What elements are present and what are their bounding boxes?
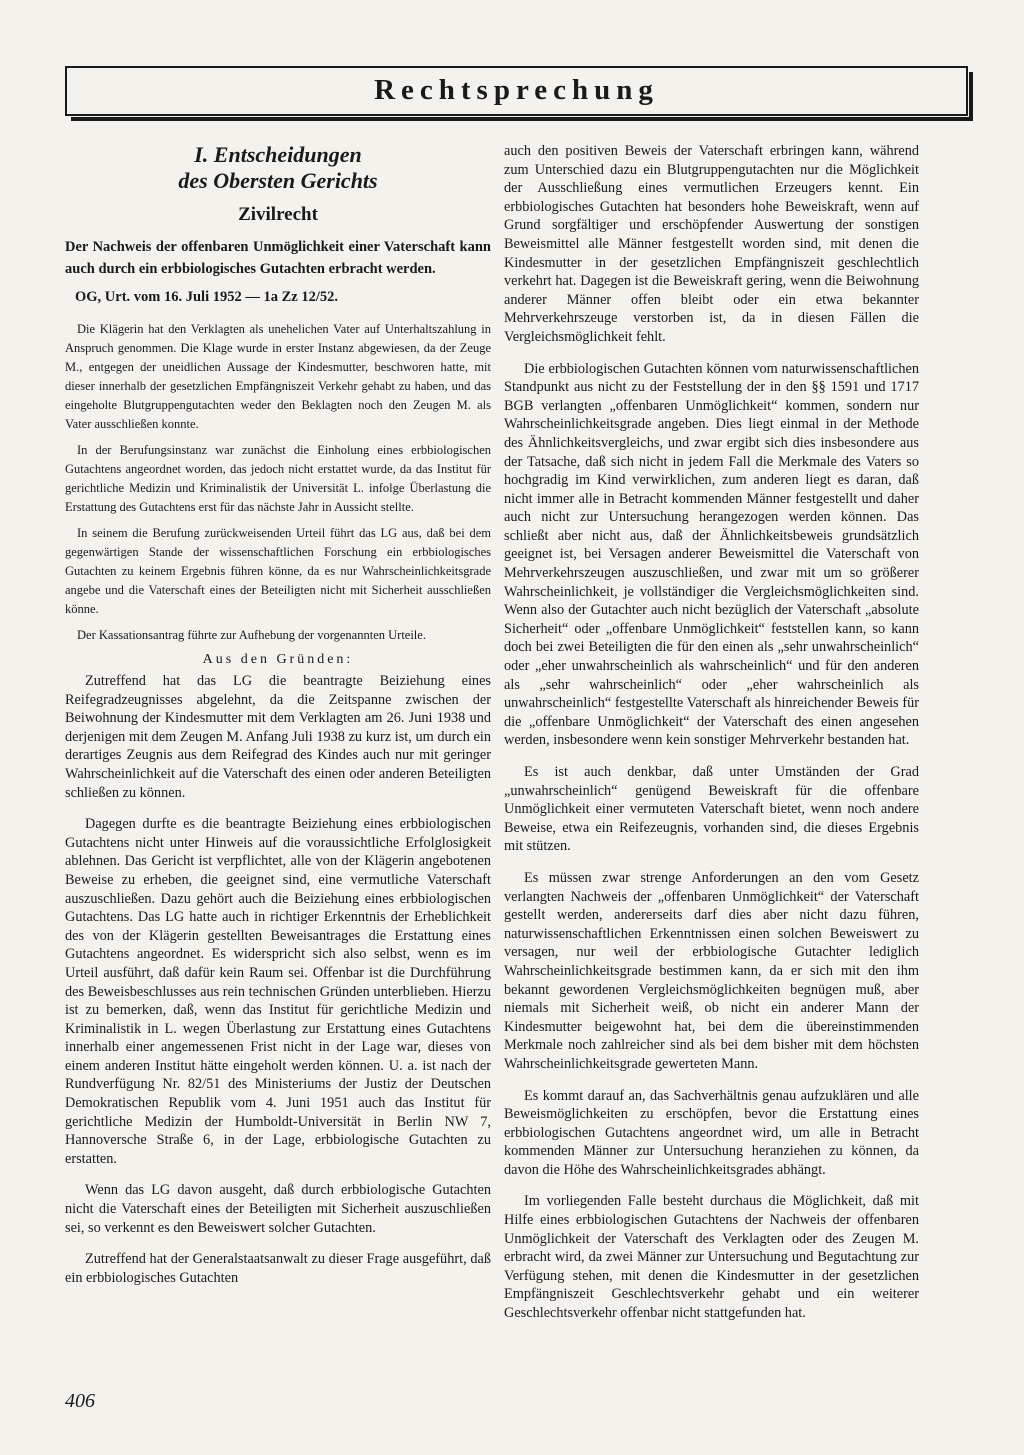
section-header-box [65,66,968,116]
body-paragraph: Zutreffend hat der Generalstaatsanwalt zu dieser Frage ausgeführt, daß ein erbbiologisches Gutachten [65,1251,491,1286]
body-paragraph: Es müssen zwar strenge Anforderungen an den vom Gesetz verlangten Nachweis der „offenbaren Unmöglichkeit“ der Vaterschaft gestellt werden, andererseits darf dies aber nicht dazu führen, naturwissenschaftlichen Erkenntnissen einen solchen Beweiswert zu versagen, nur weil der erbbiologische Gutachter lediglich Wahrscheinlichkeitsgrade bestimmen kann, da er sich mit den ihm bekannt gewordenen Vergleichsmöglichkeiten begnügen muß, aber niemals mit Sicherheit weiß, ob nicht ein anderer Mann der Kindesmutter beigewohnt hat, bei dem die übereinstimmenden Merkmale noch zahlreicher sind als bei dem bisher mit dem höchsten Wahrscheinlichkeitsgrade gewerteten Mann. [504,869,919,1072]
section-header-title: Rechtsprechung [374,74,659,106]
page-number: 406 [65,1390,95,1412]
body-paragraph: Dagegen durfte es die beantragte Beiziehung eines erbbiologischen Gutachtens nicht unter Hinweis auf die voraussichtliche Erfolglosigkeit ablehnen. Das Gericht ist verpflichtet, alle von der Klägerin angebotenen Beweise zu erheben, die geeignet sind, eine vermutliche Vaterschaft auszuschließen. Dazu gehört auch die Beiziehung eines erbbiologischen Gutachtens. Das LG hatte auch in richtiger Erkenntnis der Erheblichkeit des von der Klägerin gestellten Beweisantrages die Erstattung eines Gutachtens angeordnet. Es widerspricht sich also selbst, wenn es im Urteil ausführt, daß dafür kein Raum sei. Offenbar ist die Durchführung des Beweisbeschlusses aus rein technischen Gründen unterblieben. Hierzu ist zu bemerken, daß, wenn das Institut für gerichtliche Medizin und Kriminalistik in L. wegen Überlastung zur Erstattung eines Gutachtens innerhalb einer angemessenen Frist nicht in der Lage war, dieses von einem anderen Institut hätte eingeholt werden können. U. a. ist nach der Rundverfügung Nr. 82/51 des Ministeriums der Justiz der Deutschen Demokratischen Republik vom 4. Juni 1951 auch das Institut für gerichtliche Medizin der Humboldt-Universität in Berlin NW 7, Hannoversche Straße 6, in der Lage, erbbiologische Gutachten zu erstatten. [65,816,491,1167]
facts-paragraph: In seinem die Berufung zurückweisenden Urteil führt das LG aus, daß bei dem gegenwärtigen Stande der wissenschaftlichen Forschung ein erbbiologisches Gutachten zu keinem Ergebnis führen könne, da es nur Wahrscheinlichkeitsgrade angebe und die Vaterschaft eines der Beteiligten nicht mit Sicherheit ausschließen könne. [65,526,491,616]
section-title-line-2: des Obersten Gerichts [178,168,378,193]
body-paragraph: Im vorliegenden Falle besteht durchaus die Möglichkeit, daß mit Hilfe eines erbbiologischen Gutachtens der Nachweis der offenbaren Unmöglichkeit der Vaterschaft des Verklagten oder des Zeugen M. erbracht wird, da zwei Männer zur Untersuchung und Begutachtung zur Verfügung stehen, mit denen die Kindesmutter in der gesetzlichen Empfängniszeit Geschlechtsverkehr gehabt und ein weiterer Geschlechtsverkehr offenbar nicht stattgefunden hat. [504,1193,919,1322]
facts-paragraph: In der Berufungsinstanz war zunächst die Einholung eines erbbiologischen Gutachtens angeordnet worden, das jedoch nicht erstattet wurde, da das Institut für gerichtliche Medizin und Kriminalistik der Universität L. infolge Überlastung die Erstattung des Gutachtens erst für das nächste Jahr in Aussicht stellte. [65,443,491,514]
facts-paragraph: Der Kassationsantrag führte zur Aufhebung der vorgenannten Urteile. [77,628,426,642]
headnote: Der Nachweis der offenbaren Unmöglichkeit einer Vaterschaft kann auch durch ein erbbiologisches Gutachten erbracht werden. [65,239,491,277]
body-paragraph: Es kommt darauf an, das Sachverhältnis genau aufzuklären und alle Beweismöglichkeiten zu erschöpfen, bevor die Erstattung eines erbbiologischen Gutachtens angeordnet wird, um alle in Betracht kommenden Männer zur Untersuchung heranziehen zu können, da davon die Höhe des Wahrscheinlichkeitsgrades abhängt. [504,1087,919,1178]
reasons-heading: Aus den Gründen: [202,652,354,667]
facts-section [65,320,491,645]
body-paragraph: Zutreffend hat das LG die beantragte Beiziehung eines Reifegradzeugnisses abgelehnt, da die Zeitspanne zwischen der Beiwohnung der Kindesmutter mit dem Verklagten am 26. Juni 1938 und derjenigen mit dem Zeugen M. Anfang Juli 1938 zu kurz ist, um durch ein derartiges Zeugnis aus dem Reifegrad des Kindes auch nur mit geringer Wahrscheinlichkeit auf die Vaterschaft des einen oder anderen Beteiligten schließen zu können. [65,673,491,801]
facts-paragraph: Die Klägerin hat den Verklagten als unehelichen Vater auf Unterhaltszahlung in Anspruch genommen. Die Klage wurde in erster Instanz abgewiesen, da der Zeuge M., entgegen der uneidlichen Aussage der Kindesmutter, beschworen hatte, mit dieser innerhalb der gesetzlichen Empfängniszeit Verkehr gehabt zu haben, und das eingeholte Blutgruppengutachten weder den Beklagten noch den Zeugen M. als Vater ausschließen konnte. [65,322,491,431]
section-title [65,142,491,194]
body-paragraph: Es ist auch denkbar, daß unter Umständen der Grad „unwahrscheinlich“ genügend Beweiskraft für die offenbare Unmöglichkeit einer vermuteten Vaterschaft bietet, wenn noch andere Beweise, etwa ein Reifezeugnis, vorhanden sind, die dieses Ergebnis mit stützen. [504,764,919,855]
case-citation: OG, Urt. vom 16. Juli 1952 — 1a Zz 12/52. [75,289,339,305]
right-column [504,142,919,1336]
body-paragraph: Die erbbiologischen Gutachten können vom naturwissenschaftlichen Standpunkt aus nicht zu der Feststellung der in den §§ 1591 und 1717 BGB verlangten „offenbaren Unmöglichkeit“ kommen, sondern nur Wahrscheinlichkeitsgrade angeben. Dies liegt einmal in der Methode des Ähnlichkeitsvergleichs, und zwar ergibt sich dies insbesondere aus der Tatsache, daß sich nicht in jedem Fall die Merkmale des Vaters so hochgradig im Kind verwirklichen, zum anderen liegt es daran, daß nicht immer alle in Betracht kommenden Männer festgestellt und daher auch nicht zur Untersuchung herangezogen werden können. Das schließt aber nicht aus, daß der Ähnlichkeitsbeweis grundsätzlich geeignet ist, bei Versagen anderer Beweismittel die Vaterschaft von Mehrverkehrszeugen auszuschließen, und zwar mit um so größerer Wahrscheinlichkeit, je vollständiger die Vergleichsmöglichkeiten sind. Wenn also der Gutachter auch nicht bezüglich der Vaterschaft „absolute Sicherheit“ oder „offenbare Unmöglichkeit“ feststellen kann, so kann doch bei zwei Beteiligten die für den einen als „sehr unwahrscheinlich“ oder „eher unwahrscheinlich als wahrscheinlich“ und für den anderen als „sehr wahrscheinlich“ oder „eher wahrscheinlich als unwahrscheinlich“ festgestellte Vaterschaft als hinreichender Beweis für die „offenbare Unmöglichkeit“ der Vaterschaft des einen angesehen werden, insbesondere wenn kein sonstiger Mehrverkehr bestanden hat. [504,360,919,749]
section-title-line-1: I. Entscheidungen [194,142,362,167]
left-column [65,142,491,1300]
body-paragraph: Wenn das LG davon ausgeht, daß durch erbbiologische Gutachten nicht die Vaterschaft eines der Beteiligten mit Sicherheit auszuschließen sei, so verkennt es den Beweiswert solcher Gutachten. [65,1182,491,1236]
body-paragraph: auch den positiven Beweis der Vaterschaft erbringen kann, während zum Unterschied dazu ein Blutgruppengutachten nur die Möglichkeit der Ausschließung eines vermutlichen Erzeugers kennt. Ein erbbiologisches Gutachten hat besonders hohe Beweiskraft, wenn auf Grund sorgfältiger und erschöpfender Auswertung der sonstigen Beweismittel alle Männer festgestellt worden sind, mit denen die Kindesmutter in der gesetzlichen Empfängniszeit geschlechtlich verkehrt hat. Dagegen ist die Beweiskraft gering, wenn die Beiwohnung anderer Männer offen bleibt oder ein etwa bekannter Mehrverkehrszeuge verstorben ist, da in diesen Fällen die Vergleichsmöglichkeit fehlt. [504,143,919,345]
section-subtitle: Zivilrecht [238,204,318,225]
reasons-body-left [65,672,491,1287]
